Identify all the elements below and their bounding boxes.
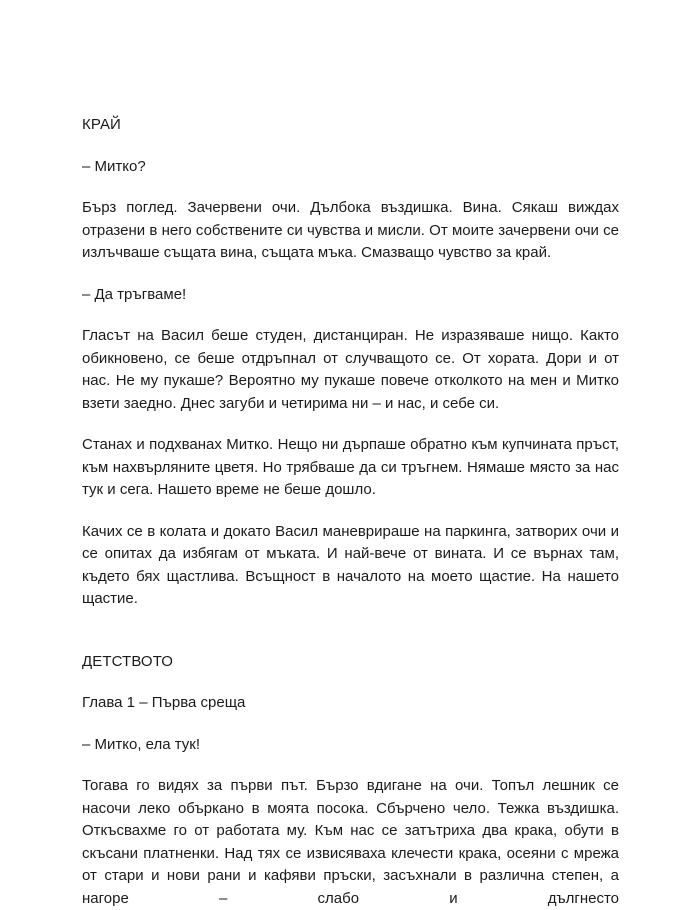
chapter-heading: Глава 1 – Първа среща	[82, 694, 246, 711]
spacer	[82, 178, 619, 197]
section-heading-end: КРАЙ	[82, 116, 121, 133]
paragraph: Тогава го видях за първи път. Бързо вдигане на очи. Топъл лешник се насочи леко объркано в моята посока. Сбърчено чело. Тежка въздишка. Откъсвахме го от работата му. Към нас се затътриха два крака, обути в скъсани платненки. Над тях се извисяваха клечести крака, осеяни с мрежа от стари и нови рани и кафяви пръски, засъхнали в различна степен, а нагоре – слабо и дългнесто	[82, 777, 619, 907]
paragraph: Станах и подхванах Митко. Нещо ни дърпаше обратно към купчината пръст, към нахвърляните цветя. Но трябваше да си тръгнем. Нямаше място за нас тук и сега. Нашето време не беше дошло.	[82, 436, 619, 498]
paragraph-clip	[82, 775, 619, 907]
spacer	[82, 415, 619, 434]
spacer	[82, 715, 619, 734]
dialogue-line: – Да тръгваме!	[82, 285, 187, 303]
section-heading-childhood: ДЕТСТВОТО	[82, 652, 174, 670]
spacer	[82, 306, 619, 325]
spacer	[82, 265, 619, 284]
paragraph: Бърз поглед. Зачервени очи. Дълбока въздишка. Вина. Сякаш виждах отразени в него собствените си чувства и мисли. От моите зачервени очи се излъчваше същата вина, същата мъка. Смазващо чувство за край.	[82, 199, 619, 261]
paragraph: Качих се в колата и докато Васил маневрираше на паркинга, затворих очи и се опитах да избягам от мъката. И най-вече от вината. И се върнах там, където бях щастлива. Всъщност в началото на моето щастие. На нашето щастие.	[82, 522, 619, 607]
spacer	[82, 756, 619, 775]
dialogue-line: – Митко?	[82, 157, 146, 175]
dialogue-line: – Митко, ела тук!	[82, 735, 201, 753]
spacer	[82, 673, 619, 692]
spacer	[82, 611, 619, 651]
paragraph: Гласът на Васил беше студен, дистанциран. Не изразяваше нищо. Както обикновено, се беше отдръпнал от случващото се. От хората. Дори и от нас. Не му пукаше? Вероятно му пукаше повече отколкото на мен и Митко взети заедно. Днес загуби и четирима ни – и нас, и себе си.	[82, 327, 619, 412]
spacer	[82, 137, 619, 156]
spacer	[82, 502, 619, 521]
